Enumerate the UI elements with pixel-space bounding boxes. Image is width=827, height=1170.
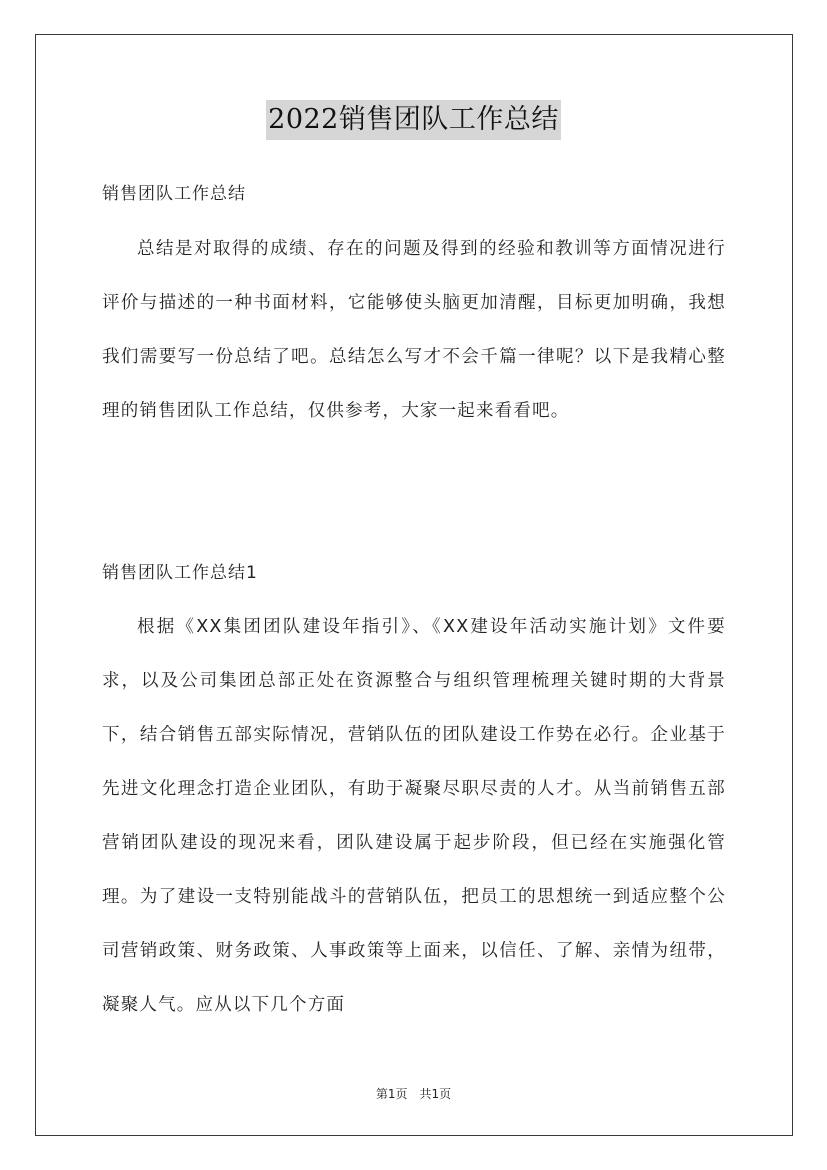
section-1-paragraph: 根据《XX集团团队建设年指引》、《XX建设年活动实施计划》文件要求，以及公司集团总部正处在资源整合与组织管理梳理关键时期的大背景下，结合销售五部实际情况，营销队伍的团队建设工作势在必行。企业基于先进文化理念打造企业团队，有助于凝聚尽职尽责的人才。从当前销售五部营销团队建设的现况来看，团队建设属于起步阶段，但已经在实施强化管理。为了建设一支特别能战斗的营销队伍，把员工的思想统一到适应整个公司营销政策、财务政策、人事政策等上面来，以信任、了解、亲情为纽带，凝聚人气。应从以下几个方面 [102,617,726,1015]
page-footer [0,1085,827,1102]
document-title-wrapper [0,100,827,140]
intro-body [102,222,726,438]
page-number-label: 第1页 共1页 [375,1087,452,1101]
intro-section [102,182,726,206]
document-title: 2022销售团队工作总结 [266,100,561,140]
section-1-heading: 销售团队工作总结1 [102,563,258,583]
section-1 [102,561,726,585]
intro-heading: 销售团队工作总结 [102,184,246,204]
intro-paragraph: 总结是对取得的成绩、存在的问题及得到的经验和教训等方面情况进行评价与描述的一种书面材料，它能够使头脑更加清醒，目标更加明确，我想我们需要写一份总结了吧。总结怎么写才不会千篇一律呢？以下是我精心整理的销售团队工作总结，仅供参考，大家一起来看看吧。 [102,239,726,421]
section-1-body [102,600,726,1032]
